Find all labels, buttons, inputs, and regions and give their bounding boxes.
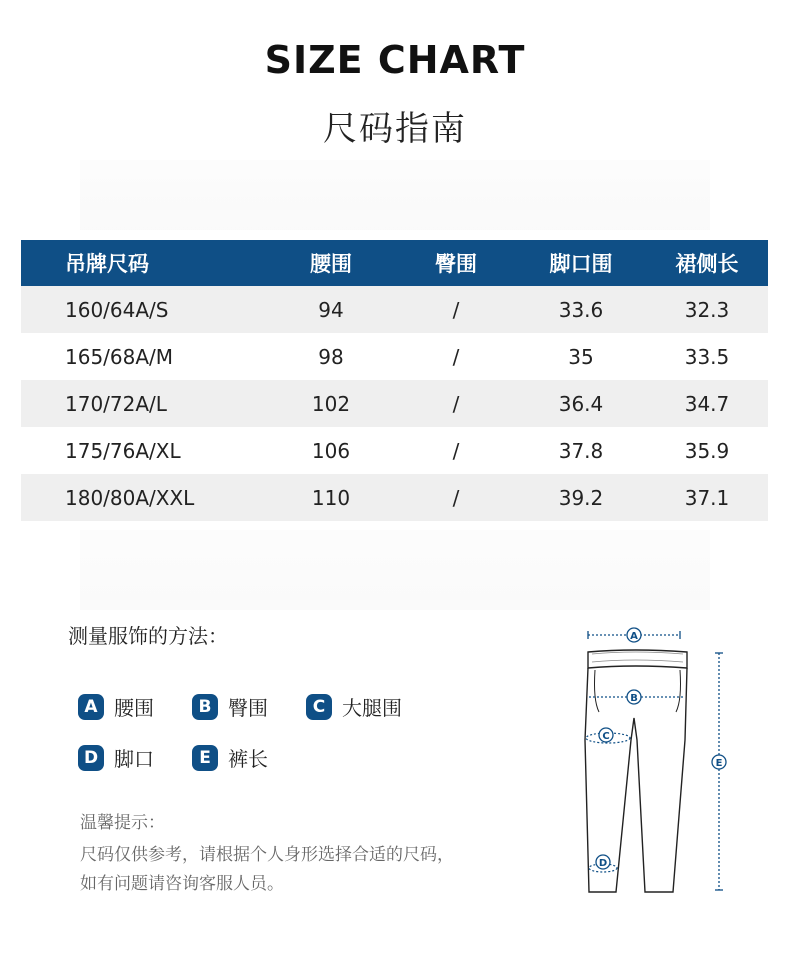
- measure-c: [586, 728, 630, 743]
- cell-hip: /: [396, 380, 516, 427]
- cell-side-length: 32.3: [646, 286, 768, 333]
- measure-method-title: 测量服饰的方法：: [68, 624, 228, 648]
- tips-line-1: 尺码仅供参考，请根据个人身形选择合适的尺码，: [80, 845, 454, 865]
- cell-hip: /: [396, 427, 516, 474]
- pants-diagram: [575, 620, 735, 905]
- cell-hem: 33.6: [516, 286, 646, 333]
- badge-d: D: [78, 745, 104, 771]
- cell-side-length: 33.5: [646, 333, 768, 380]
- cell-hem: 35: [516, 333, 646, 380]
- header-hem: 脚口围: [516, 240, 646, 286]
- label-d: D: [598, 858, 608, 869]
- cell-hip: /: [396, 286, 516, 333]
- legend-label: 脚口: [114, 747, 154, 771]
- title-english: SIZE CHART: [264, 38, 526, 82]
- header-hip: 臀围: [396, 240, 516, 286]
- cell-size: 165/68A/M: [21, 333, 266, 380]
- cell-waist: 102: [266, 380, 396, 427]
- legend-hip: [192, 692, 268, 721]
- badge-b: B: [192, 694, 218, 720]
- table-row: [21, 427, 768, 474]
- cell-waist: 98: [266, 333, 396, 380]
- measure-b: [589, 690, 684, 704]
- cell-hem: 36.4: [516, 380, 646, 427]
- background-watermark-lower: [80, 530, 710, 610]
- cell-waist: 110: [266, 474, 396, 521]
- background-watermark: [80, 160, 710, 230]
- tips-title: 温馨提示：: [80, 813, 165, 833]
- cell-waist: 94: [266, 286, 396, 333]
- tips-line-2: 如有问题请咨询客服人员。: [80, 874, 284, 894]
- table-row: [21, 333, 768, 380]
- table-row: [21, 286, 768, 333]
- legend-hem: [78, 743, 154, 772]
- legend-waist: [78, 692, 154, 721]
- header-tag-size: 吊牌尺码: [21, 240, 266, 286]
- cell-side-length: 34.7: [646, 380, 768, 427]
- badge-e: E: [192, 745, 218, 771]
- measure-a: [588, 628, 680, 642]
- cell-size: 175/76A/XL: [21, 427, 266, 474]
- legend-label: 裤长: [228, 747, 268, 771]
- header-side-length: 裙侧长: [646, 240, 768, 286]
- header-waist: 腰围: [266, 240, 396, 286]
- label-b: B: [630, 693, 638, 704]
- badge-a: A: [78, 694, 104, 720]
- table-row: [21, 474, 768, 521]
- legend-label: 臀围: [228, 696, 268, 720]
- label-c: C: [602, 731, 610, 742]
- cell-side-length: 37.1: [646, 474, 768, 521]
- legend-length: [192, 743, 268, 772]
- cell-size: 160/64A/S: [21, 286, 266, 333]
- cell-hip: /: [396, 333, 516, 380]
- label-e: E: [715, 758, 723, 769]
- legend-thigh: [306, 692, 402, 721]
- cell-hip: /: [396, 474, 516, 521]
- size-table: [21, 240, 768, 521]
- legend-label: 大腿围: [342, 696, 402, 720]
- cell-hem: 39.2: [516, 474, 646, 521]
- cell-waist: 106: [266, 427, 396, 474]
- badge-c: C: [306, 694, 332, 720]
- cell-size: 170/72A/L: [21, 380, 266, 427]
- measure-d: [589, 855, 617, 872]
- legend-label: 腰围: [114, 696, 154, 720]
- cell-hem: 37.8: [516, 427, 646, 474]
- cell-side-length: 35.9: [646, 427, 768, 474]
- cell-size: 180/80A/XXL: [21, 474, 266, 521]
- label-a: A: [630, 631, 638, 642]
- measure-e: [712, 653, 726, 890]
- table-row: [21, 380, 768, 427]
- table-header-row: [21, 240, 768, 286]
- title-chinese: 尺码指南: [323, 109, 467, 149]
